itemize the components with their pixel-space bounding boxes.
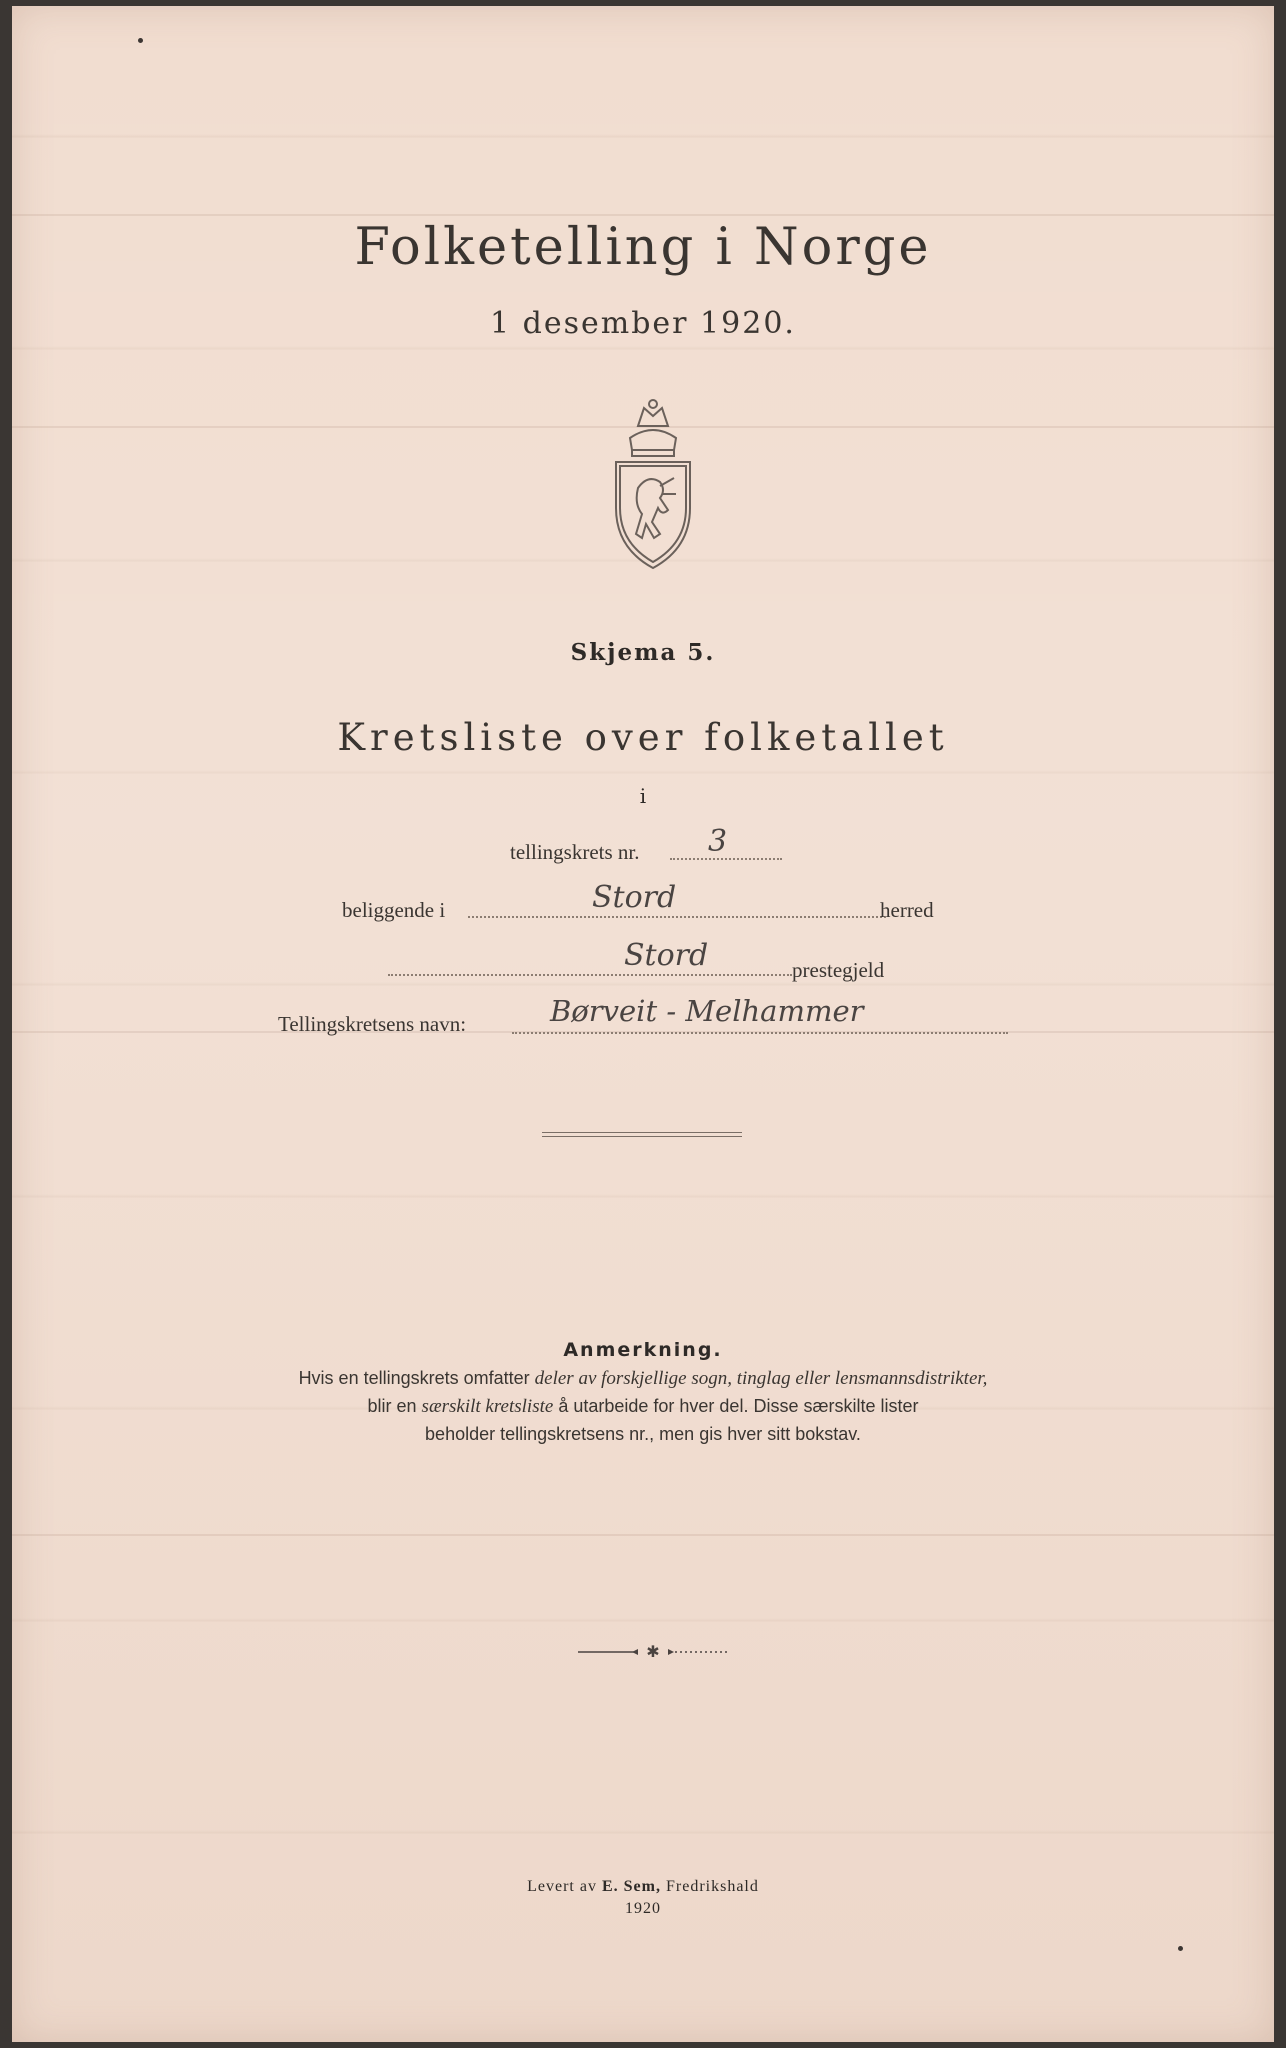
district-number-label: tellingskrets nr.	[510, 840, 640, 864]
norwegian-coat-of-arms-icon	[608, 398, 698, 570]
paper-fold	[12, 214, 1274, 216]
printer-year: 1920	[625, 1900, 661, 1917]
district-name-value: Børveit - Melhammer	[550, 994, 864, 1028]
parish-line	[388, 974, 792, 976]
note-line-2-text: blir en	[367, 1396, 422, 1416]
note-line-1-italic: deler av forskjellige sogn, tinglag eller lensmannsdistrikter,	[534, 1368, 988, 1389]
note-line-2-italic: særskilt kretsliste	[421, 1396, 554, 1417]
note-line-2	[12, 1396, 1274, 1418]
census-date: 1 desember 1920.	[490, 306, 796, 341]
herred-label: herred	[880, 898, 934, 922]
ink-speck	[138, 38, 143, 43]
note-line-1-text: Hvis en tellingskrets omfatter	[298, 1368, 535, 1388]
ornament-icon	[578, 1642, 728, 1662]
printer-name: E. Sem,	[601, 1878, 661, 1895]
paper-fold	[12, 1534, 1274, 1536]
parish-value: Stord	[624, 938, 709, 973]
note-line-3: beholder tellingskretsens nr., men gis hver sitt bokstav.	[425, 1424, 861, 1444]
page-title: Folketelling i Norge	[354, 218, 932, 277]
census-form-page	[12, 6, 1274, 2042]
schema-number: Skjema 5.	[570, 639, 716, 666]
district-number-value: 3	[708, 824, 728, 859]
printer-place: Fredrikshald	[660, 1878, 759, 1895]
printer-credit	[12, 1878, 1274, 1896]
divider-rule	[542, 1132, 742, 1133]
herred-line	[468, 916, 886, 918]
district-name-label: Tellingskretsens navn:	[278, 1012, 467, 1036]
note-line-2-tail: å utarbeide for hver del. Disse særskilte lister	[553, 1396, 919, 1416]
district-name-line	[512, 1032, 1008, 1034]
herred-value: Stord	[592, 880, 677, 915]
ink-speck	[1178, 1946, 1183, 1951]
note-heading: Anmerkning.	[563, 1339, 723, 1361]
located-in-label: beliggende i	[342, 898, 446, 922]
note-line-1	[12, 1368, 1274, 1390]
divider-rule	[542, 1136, 742, 1137]
svg-text:✱: ✱	[646, 1642, 660, 1661]
parish-label: prestegjeld	[792, 958, 885, 982]
form-heading: Kretsliste over folketallet	[337, 716, 949, 759]
printer-prefix: Levert av	[527, 1878, 602, 1895]
connector-word: i	[639, 784, 647, 808]
